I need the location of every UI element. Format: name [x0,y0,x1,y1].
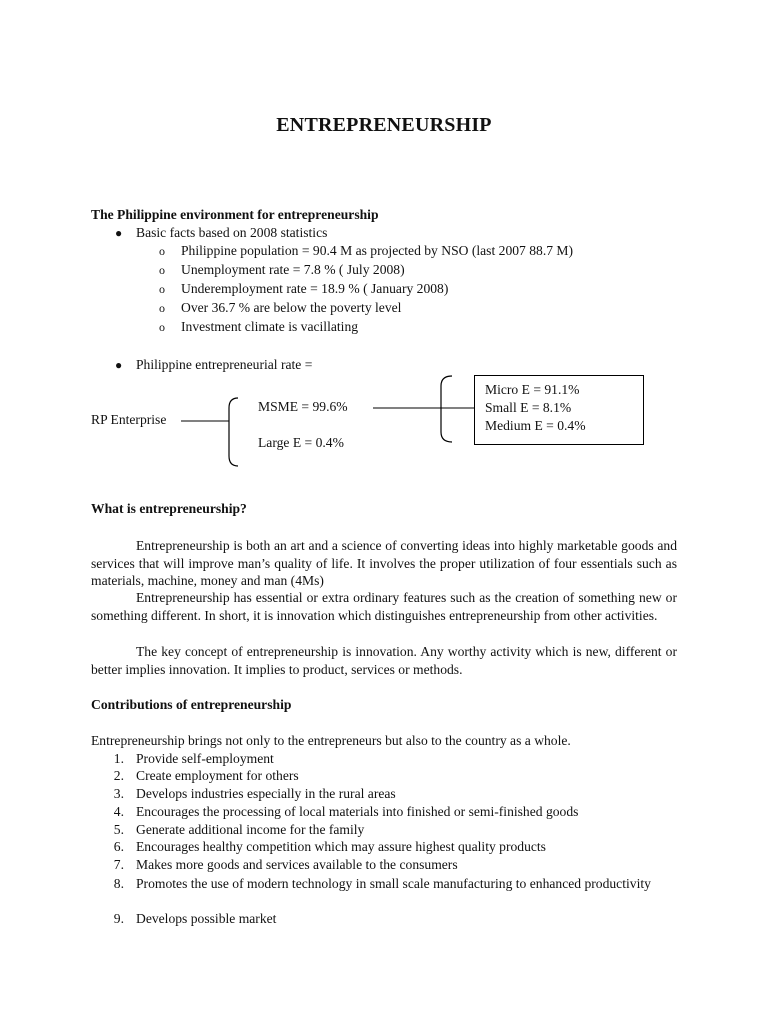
circle-bullet-icon: o [159,263,165,277]
list-item: Provide self-employment [136,751,274,766]
sub-item: Investment climate is vacillating [181,319,359,334]
sub-item: Over 36.7 % are below the poverty level [181,300,402,315]
section-heading-environment: The Philippine environment for entrepreneurship [91,207,379,222]
list-number: 4. [113,804,124,819]
list-number: 6. [113,839,124,854]
section-heading-contributions: Contributions of entrepreneurship [91,697,292,712]
list-number: 8. [113,876,124,891]
list-item: Develops possible market [136,911,277,926]
bullet-basic-facts: Basic facts based on 2008 statistics [136,225,328,240]
page-title: ENTREPRENEURSHIP [276,114,492,136]
list-number: 5. [113,822,124,837]
circle-bullet-icon: o [159,244,165,258]
list-item: Promotes the use of modern technology in small scale manufacturing to enhanced productivity [136,876,651,891]
section-heading-what-is: What is entrepreneurship? [91,501,247,516]
list-item: Develops industries especially in the rural areas [136,786,396,801]
list-number: 7. [113,857,124,872]
paragraph [91,643,677,678]
list-number: 2. [113,768,124,783]
diagram-root-label: RP Enterprise [91,412,167,427]
paragraph [91,589,677,624]
list-item: Makes more goods and services available to the consumers [136,857,458,872]
bullet-icon: ● [115,226,123,240]
breakdown-small: Small E = 8.1% [485,400,572,415]
sub-item: Underemployment rate = 18.9 % ( January 2008) [181,281,449,296]
paragraph [91,537,677,590]
paragraph-text: Entrepreneurship has essential or extra ordinary features such as the creation of something new or something different. In short, it is innovation which distinguishes entrepreneurship from other activities. [91,590,677,623]
paragraph-text: Entrepreneurship is both an art and a science of converting ideas into highly marketable goods and services that will improve man’s quality of life. It involves the proper utilization of four essentials such as materials, machine, money and man (4Ms) [91,538,677,589]
bullet-icon: ● [115,358,123,372]
bullet-entrepreneurial-rate: Philippine entrepreneurial rate = [136,357,313,372]
diagram-breakdown-box [474,375,644,445]
diagram-large-label: Large E = 0.4% [258,435,344,450]
list-number: 9. [113,911,124,926]
circle-bullet-icon: o [159,282,165,296]
contributions-intro: Entrepreneurship brings not only to the entrepreneurs but also to the country as a whole. [91,733,571,748]
breakdown-medium: Medium E = 0.4% [485,418,586,433]
sub-item: Philippine population = 90.4 M as projected by NSO (last 2007 88.7 M) [181,243,574,258]
list-item: Create employment for others [136,768,299,783]
list-number: 3. [113,786,124,801]
list-item: Encourages healthy competition which may assure highest quality products [136,839,546,854]
diagram-msme-label: MSME = 99.6% [258,399,348,414]
circle-bullet-icon: o [159,301,165,315]
breakdown-micro: Micro E = 91.1% [485,382,580,397]
list-item: Encourages the processing of local materials into finished or semi-finished goods [136,804,579,819]
circle-bullet-icon: o [159,320,165,334]
sub-item: Unemployment rate = 7.8 % ( July 2008) [181,262,405,277]
list-item: Generate additional income for the family [136,822,365,837]
paragraph-text: The key concept of entrepreneurship is innovation. Any worthy activity which is new, different or better implies innovation. It implies to product, services or methods. [91,644,677,677]
list-number: 1. [113,751,124,766]
